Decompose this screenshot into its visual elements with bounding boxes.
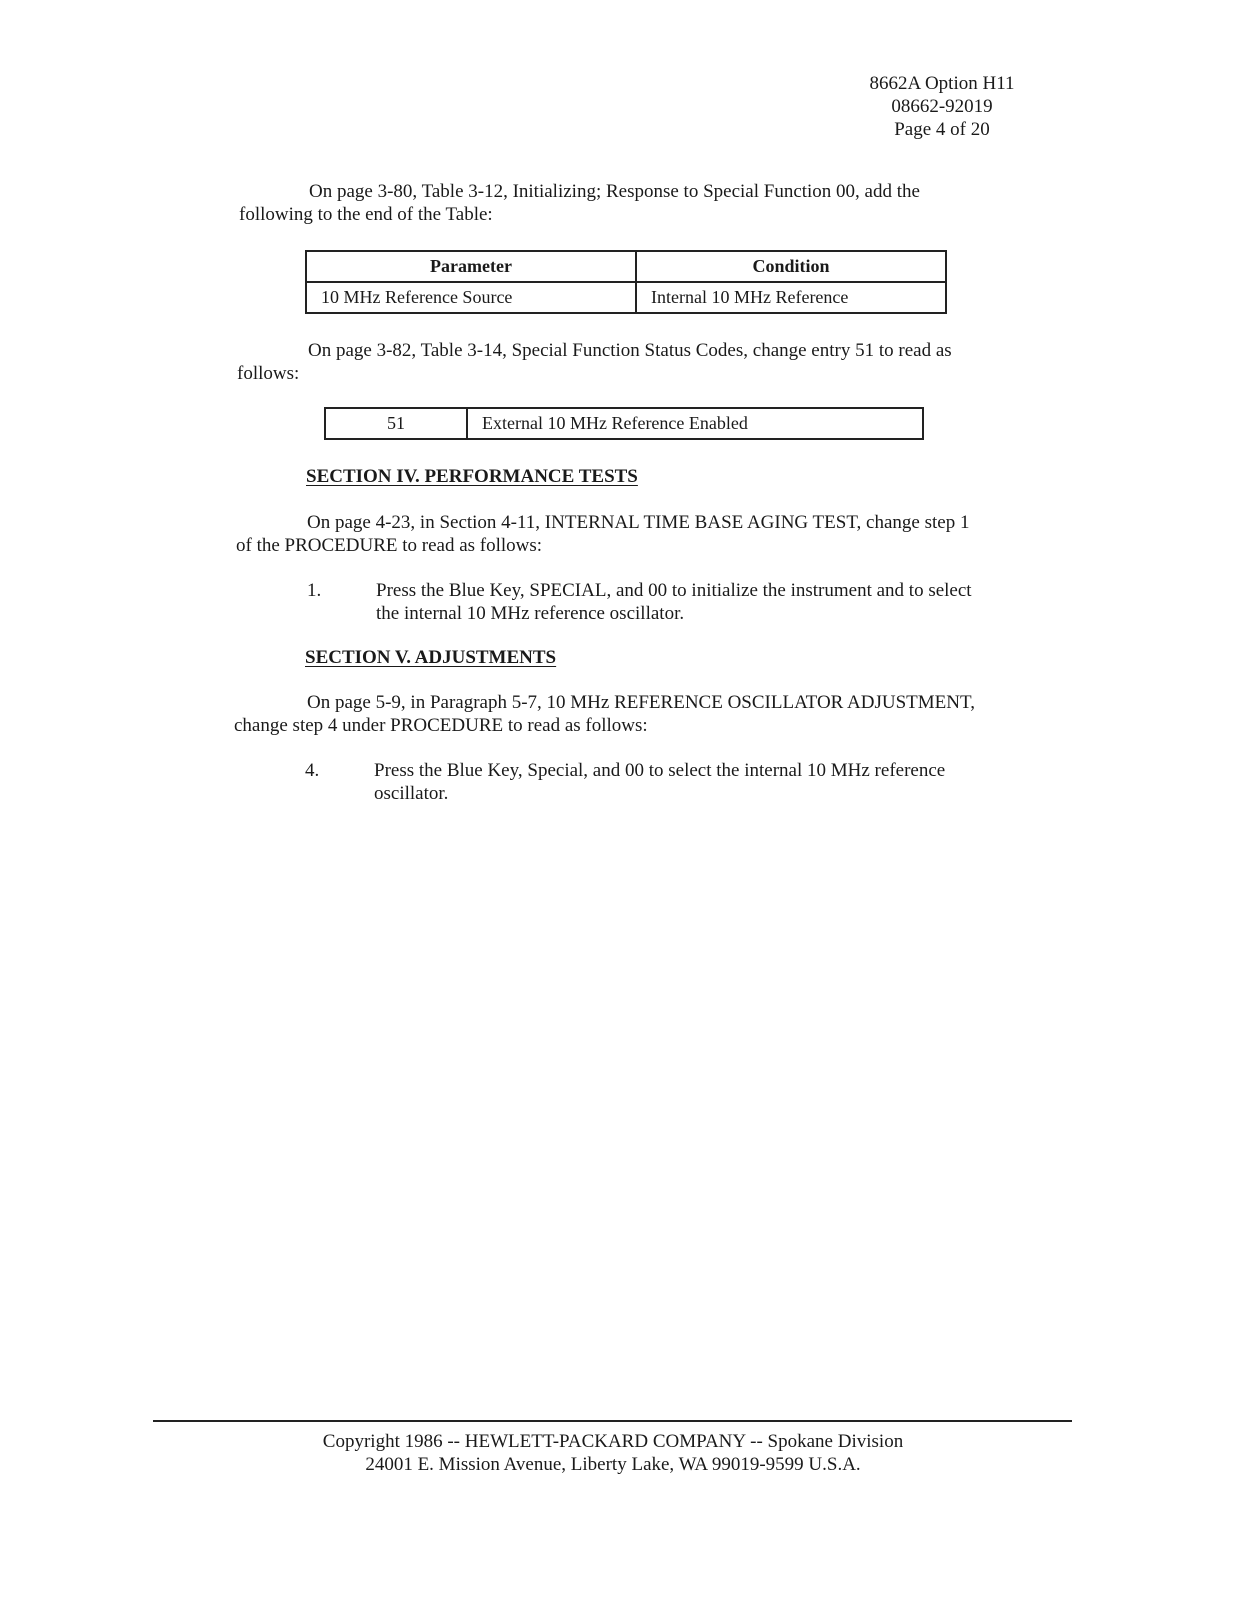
paragraph-line: On page 3-82, Table 3-14, Special Function Status Codes, change entry 51 to read as: [308, 340, 952, 361]
page-number: Page 4 of 20: [894, 119, 990, 140]
document-footer: [233, 1430, 993, 1476]
section-iv-heading: SECTION IV. PERFORMANCE TESTS: [306, 466, 638, 487]
step-line: Press the Blue Key, SPECIAL, and 00 to initialize the instrument and to select: [376, 580, 972, 601]
paragraph-line: follows:: [237, 363, 300, 384]
footer-rule: [153, 1420, 1072, 1422]
table-header-row: [306, 251, 946, 282]
column-header-parameter: Parameter: [306, 251, 636, 282]
step-line: the internal 10 MHz reference oscillator.: [376, 603, 685, 624]
paragraph-line: On page 4-23, in Section 4-11, INTERNAL TIME BASE AGING TEST, change step 1: [307, 512, 970, 533]
status-code-cell: 51: [325, 408, 467, 439]
step-text: [376, 579, 1016, 625]
step-number: 1.: [307, 580, 322, 601]
section-v-heading: SECTION V. ADJUSTMENTS: [305, 647, 557, 668]
table-row: [325, 408, 923, 439]
status-description-cell: External 10 MHz Reference Enabled: [467, 408, 923, 439]
step-text: [374, 759, 1014, 805]
step-line: oscillator.: [374, 783, 449, 804]
table-cell-parameter: 10 MHz Reference Source: [306, 282, 636, 313]
paragraph-line: change step 4 under PROCEDURE to read as follows:: [234, 715, 648, 736]
paragraph-line: following to the end of the Table:: [239, 204, 493, 225]
table-3-14-entry: [324, 407, 924, 440]
step-line: Press the Blue Key, Special, and 00 to select the internal 10 MHz reference: [374, 760, 946, 781]
paragraph-line: On page 5-9, in Paragraph 5-7, 10 MHz REFERENCE OSCILLATOR ADJUSTMENT,: [307, 692, 975, 713]
paragraph-line: On page 3-80, Table 3-12, Initializing; Response to Special Function 00, add the: [309, 181, 920, 202]
table-row: [306, 282, 946, 313]
column-header-condition: Condition: [636, 251, 946, 282]
paragraph-line: of the PROCEDURE to read as follows:: [236, 535, 543, 556]
intro-paragraph-table-3-12: [239, 180, 1019, 226]
section-iv-paragraph: [236, 511, 1036, 557]
table-cell-condition: Internal 10 MHz Reference: [636, 282, 946, 313]
address-line: 24001 E. Mission Avenue, Liberty Lake, WA 99019-9599 U.S.A.: [365, 1454, 861, 1475]
document-header: [852, 72, 1032, 141]
part-number: 08662-92019: [891, 96, 993, 117]
section-v-paragraph: [234, 691, 1034, 737]
intro-paragraph-table-3-14: [237, 339, 1037, 385]
step-number: 4.: [305, 760, 320, 781]
copyright-line: Copyright 1986 -- HEWLETT-PACKARD COMPANY -- Spokane Division: [322, 1431, 904, 1452]
table-3-12-addition: [305, 250, 947, 314]
model-option: 8662A Option H11: [869, 73, 1015, 94]
